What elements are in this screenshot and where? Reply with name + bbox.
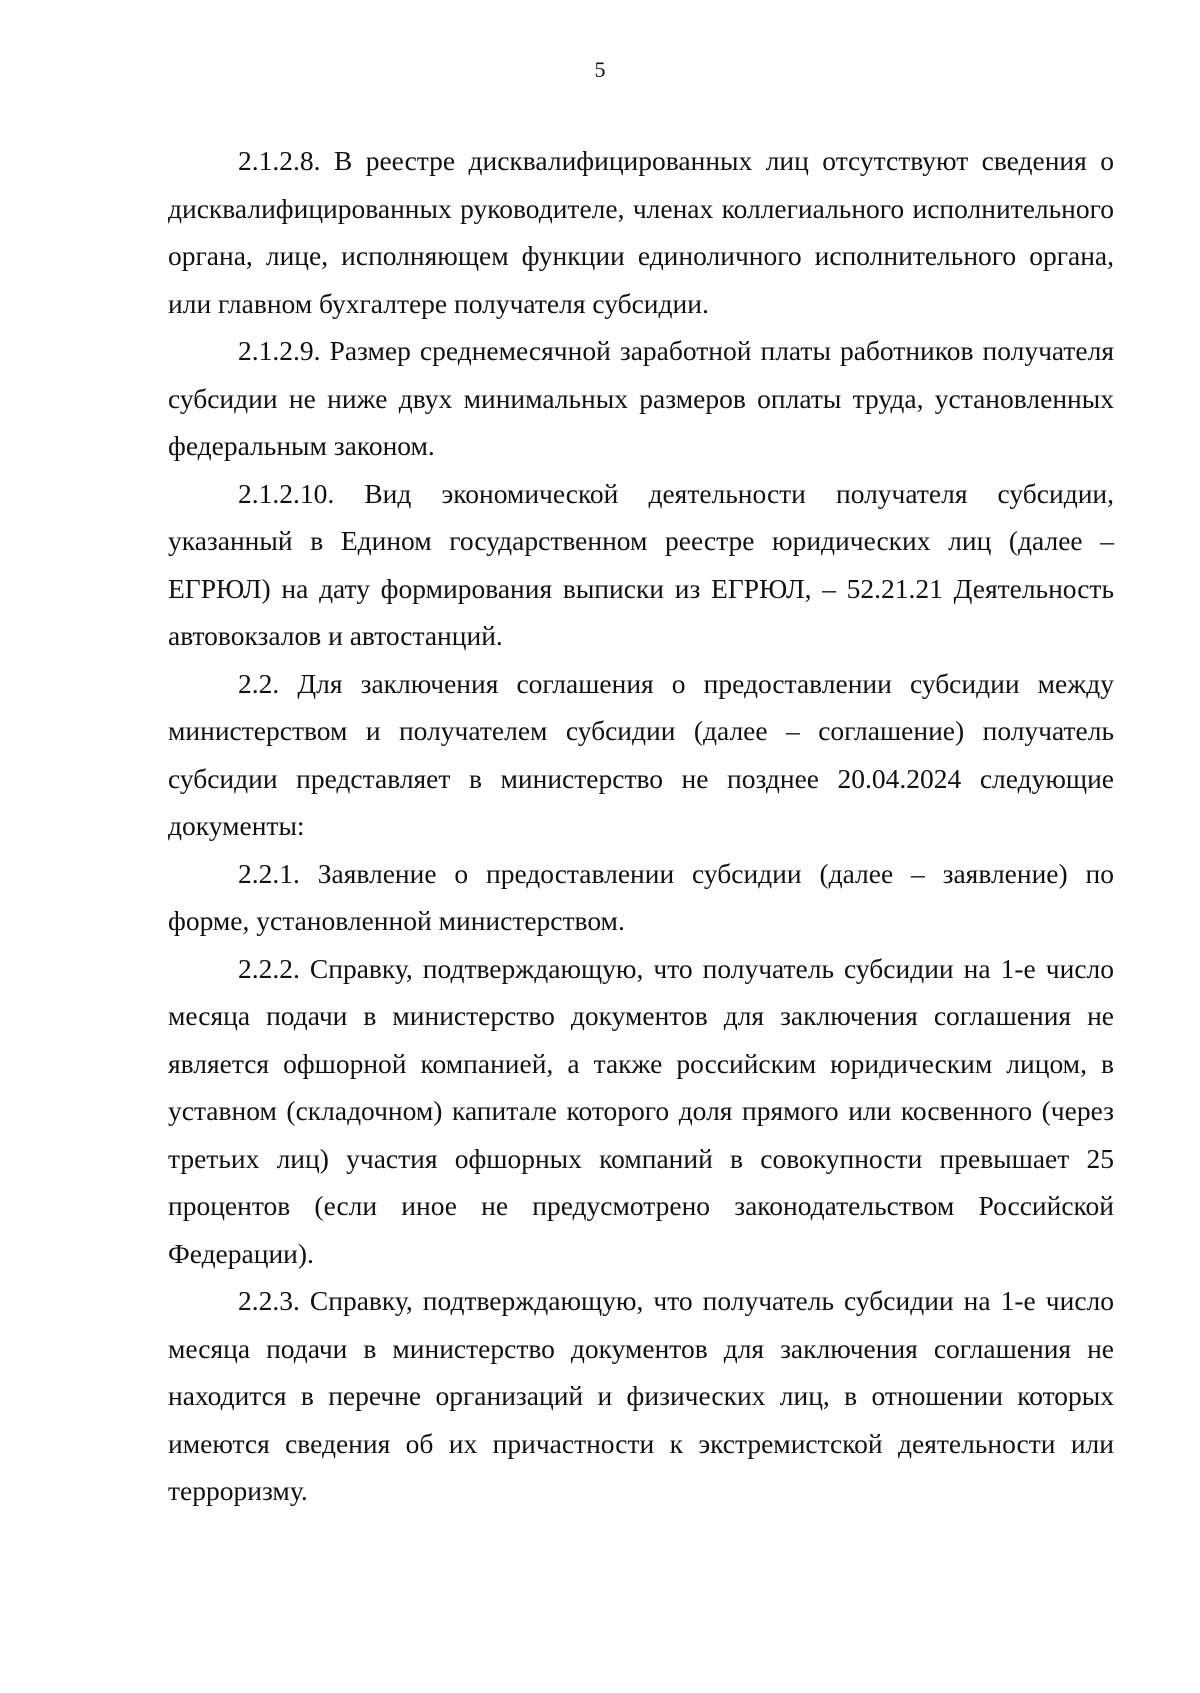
paragraph-2-1-2-10: 2.1.2.10. Вид экономической деятельности получателя субсидии, указанный в Едином государственном реестре юридических лиц (далее – ЕГРЮЛ) на дату формирования выписки из ЕГРЮЛ, – 52.21.21 Деятельность автовокзалов и автостанций. [168,477,1114,651]
page-number: 5 [594,57,606,82]
paragraph-2-2-1: 2.2.1. Заявление о предоставлении субсидии (далее – заявление) по форме, установленной министерством. [168,857,1114,936]
paragraph-2-1-2-9: 2.1.2.9. Размер среднемесячной заработной платы работников получателя субсидии не ниже двух минимальных размеров оплаты труда, установленных федеральным законом. [168,335,1114,461]
paragraph-2-2-3: 2.2.3. Справку, подтверждающую, что получатель субсидии на 1-е число месяца подачи в министерство документов для заключения соглашения не находится в перечне организаций и физических лиц, в отношении которых имеются сведения об их причастности к экстремистской деятельности или терроризму. [168,1285,1114,1506]
paragraph-2-1-2-8: 2.1.2.8. В реестре дисквалифицированных лиц отсутствуют сведения о дисквалифицированных руководителе, членах коллегиального исполнительного органа, лице, исполняющем функции единоличного исполнительного органа, или главном бухгалтере получателя субсидии. [168,145,1114,319]
paragraph-2-2-2: 2.2.2. Справку, подтверждающую, что получатель субсидии на 1-е число месяца подачи в министерство документов для заключения соглашения не является офшорной компанией, а также российским юридическим лицом, в уставном (складочном) капитале которого доля прямого или косвенного (через третьих лиц) участия офшорных компаний в совокупности превышает 25 процентов (если иное не предусмотрено законодательством Российской Федерации). [168,952,1114,1269]
paragraph-2-2: 2.2. Для заключения соглашения о предоставлении субсидии между министерством и получателем субсидии (далее – соглашение) получатель субсидии представляет в министерство не позднее 20.04.2024 следующие документы: [168,667,1114,841]
document-body [168,137,1114,1515]
